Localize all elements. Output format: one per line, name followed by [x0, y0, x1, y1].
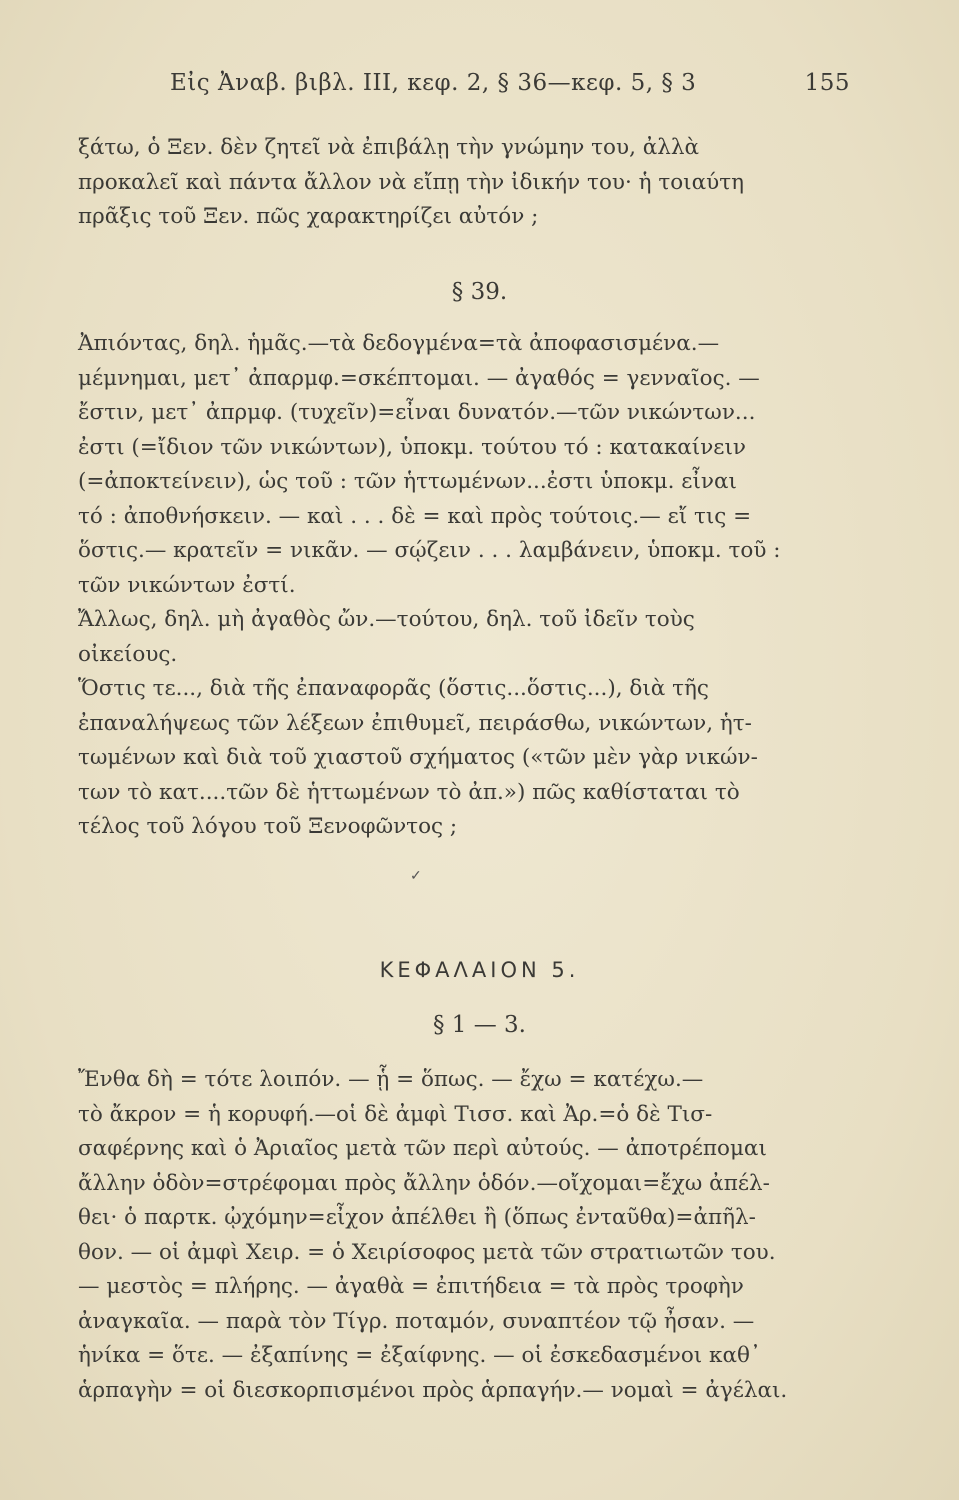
text-line: σαφέρνης καὶ ὁ Ἀριαῖος μετὰ τῶν περὶ αὐτούς. — ἀποτρέπομαι [78, 1136, 767, 1161]
text-line: των τὸ κατ....τῶν δὲ ἡττωμένων τὸ ἀπ.») πῶς καθίσταται τὸ [78, 779, 740, 805]
text-line: προκαλεῖ καὶ πάντα ἄλλον νὰ εἴπῃ τὴν ἰδικήν του· ἡ τοιαύτη [78, 169, 744, 195]
ink-mark: ✓ [410, 868, 422, 884]
section-39-heading: § 39. [451, 279, 508, 305]
text-line: — μεστὸς = πλήρης. — ἀγαθὰ = ἐπιτήδεια = τὰ πρὸς τροφὴν [78, 1274, 744, 1299]
text-line: Ἀπιόντας, δηλ. ἡμᾶς.—τὰ δεδογμένα=τὰ ἀποφασισμένα.— [78, 331, 720, 356]
text-line: ἐπαναλήψεως τῶν λέξεων ἐπιθυμεῖ, πειράσθω, νικώντων, ἡτ- [78, 710, 752, 736]
text-line: πρᾶξις τοῦ Ξεν. πῶς χαρακτηρίζει αὐτόν ; [78, 204, 539, 229]
text-line: τό : ἀποθνήσκειν. — καὶ . . . δὲ = καὶ πρὸς τούτοις.— εἴ τις = [78, 503, 752, 529]
text-line: τῶν νικώντων ἐστί. [78, 572, 296, 598]
text-line: οἰκείους. [78, 641, 178, 667]
text-line: τέλος τοῦ λόγου τοῦ Ξενοφῶντος ; [78, 814, 458, 839]
section-1-3-notes [78, 1063, 848, 1408]
text-line: μέμνημαι, μετ᾽ ἀπαρμφ.=σκέπτομαι. — ἀγαθός = γενναῖος. — [78, 365, 760, 391]
text-line: τὸ ἄκρον = ἡ κορυφή.—οἱ δὲ ἀμφὶ Τισσ. καὶ Ἀρ.=ὁ δὲ Τισ- [78, 1101, 713, 1127]
text-line: ὅστις.— κρατεῖν = νικᾶν. — σῴζειν . . . λαμβάνειν, ὑποκμ. τοῦ : [78, 538, 781, 563]
text-line: θει· ὁ παρτκ. ᾠχόμην=εἶχον ἀπέλθει ἢ (ὅπως ἐνταῦθα)=ἀπῆλ- [78, 1205, 756, 1230]
page-number: 155 [804, 70, 850, 96]
text-line: ξάτω, ὁ Ξεν. δὲν ζητεῖ νὰ ἐπιβάλῃ τὴν γνώμην του, ἀλλὰ [78, 135, 700, 160]
text-line: (=ἀποκτείνειν), ὡς τοῦ : τῶν ἡττωμένων...ἐστι ὑποκμ. εἶναι [78, 469, 737, 494]
section-39-notes [78, 327, 848, 845]
text-line: ἁρπαγὴν = οἱ διεσκορπισμένοι πρὸς ἁρπαγήν.— νομαὶ = ἀγέλαι. [78, 1377, 788, 1403]
intro-paragraph [78, 131, 848, 235]
chapter-title: ΚΕΦΑΛΑΙΟΝ 5. [379, 958, 580, 982]
text-line: ἄλλην ὁδὸν=στρέφομαι πρὸς ἄλλην ὁδόν.—οἴχομαι=ἔχω ἀπέλ- [78, 1170, 770, 1196]
text-line: Ἔνθα δὴ = τότε λοιπόν. — ᾗ = ὅπως. — ἔχω = κατέχω.— [78, 1067, 704, 1092]
text-line: τωμένων καὶ διὰ τοῦ χιαστοῦ σχήματος («τῶν μὲν γὰρ νικών- [78, 745, 758, 770]
running-title: Εἰς Ἀναβ. βιβλ. III, κεφ. 2, § 36—κεφ. 5, § 3 [170, 70, 697, 96]
text-line: Ὅστις τε..., διὰ τῆς ἐπαναφορᾶς (ὅστις...ὅστις...), διὰ τῆς [78, 676, 709, 701]
text-line: θον. — οἱ ἀμφὶ Χειρ. = ὁ Χειρίσοφος μετὰ τῶν στρατιωτῶν του. [78, 1239, 776, 1265]
text-line: ἡνίκα = ὅτε. — ἐξαπίνης = ἐξαίφνης. — οἱ ἐσκεδασμένοι καθ᾽ [78, 1343, 761, 1368]
chapter-section-range: § 1 — 3. [432, 1012, 526, 1038]
text-line: ἔστιν, μετ᾽ ἀπρμφ. (τυχεῖν)=εἶναι δυνατόν.—τῶν νικώντων... [78, 400, 756, 425]
text-line: ἐστι (=ἴδιον τῶν νικώντων), ὑποκμ. τούτου τό : κατακαίνειν [78, 434, 746, 460]
text-line: ἀναγκαῖα. — παρὰ τὸν Τίγρ. ποταμόν, συναπτέον τῷ ἦσαν. — [78, 1308, 755, 1334]
text-line: Ἄλλως, δηλ. μὴ ἀγαθὸς ὤν.—τούτου, δηλ. τοῦ ἰδεῖν τοὺς [78, 607, 695, 632]
